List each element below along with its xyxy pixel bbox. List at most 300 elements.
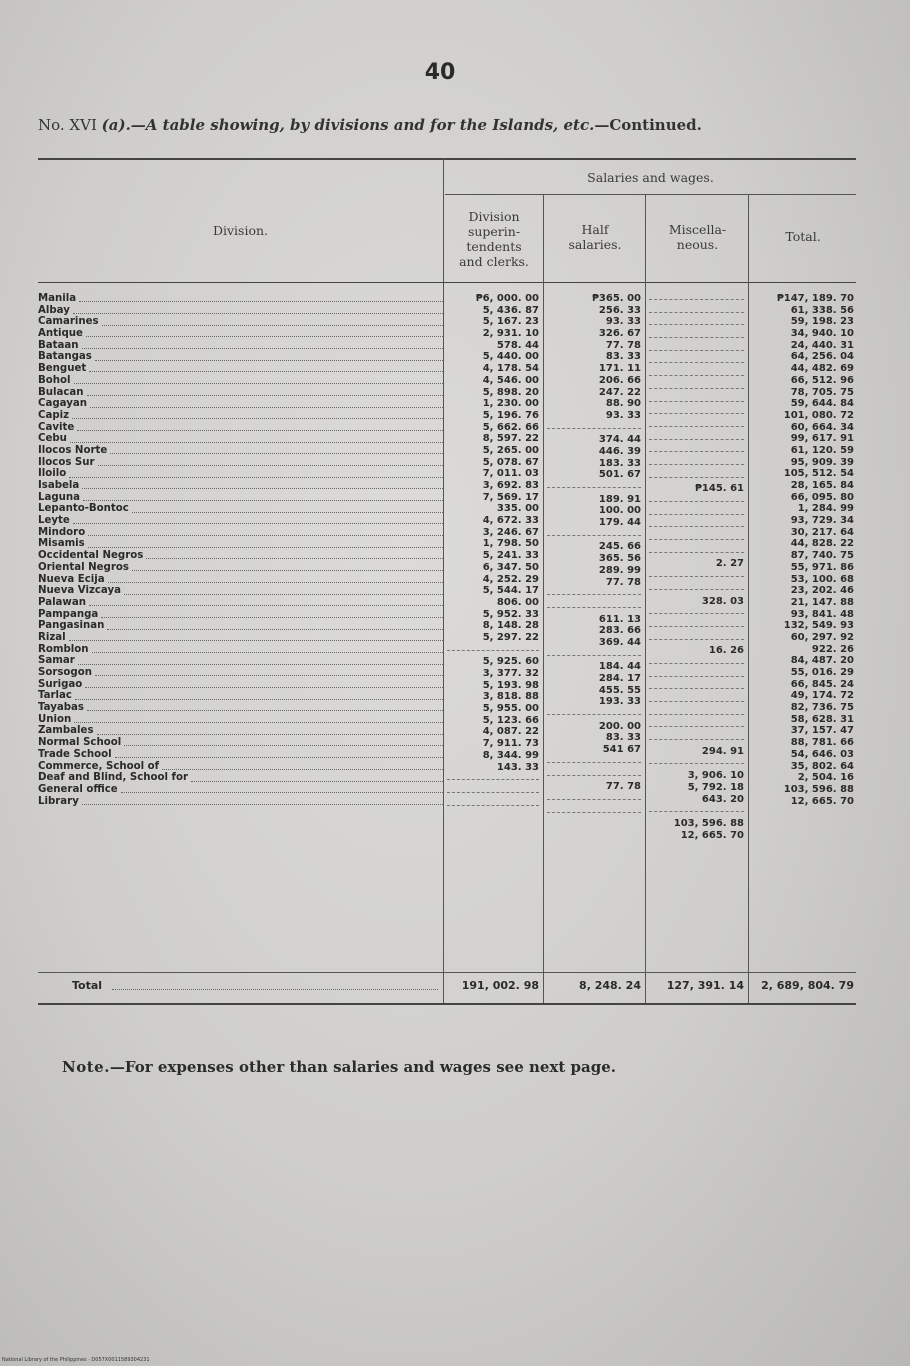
superintendents-cell: 5, 440. 00 [482,351,539,363]
total-cell: 23, 202. 46 [790,585,854,597]
division-name: Nueva Vizcaya [38,585,121,597]
leader-dots [86,336,443,337]
superintendents-cell: 7, 569. 17 [482,491,539,503]
total-column [752,293,854,807]
half-cell [547,529,641,536]
misc-cell [649,293,744,300]
superintendents-cell [447,786,539,793]
total-cell: 55, 016. 29 [790,667,854,678]
misc-cell: 328. 03 [701,595,744,607]
total-cell: 78, 705. 75 [790,386,854,398]
leader-dots [115,757,443,758]
leader-dots [102,325,443,326]
division-name: Palawan [38,596,86,608]
half-cell [547,708,641,715]
total-cell: 103, 596. 88 [783,783,854,795]
leader-dots [97,734,443,735]
division-row-label [38,761,443,773]
division-row-label [38,375,443,387]
half-cell: 365. 56 [598,553,641,565]
superintendents-cell: 8, 148. 28 [482,620,539,632]
half-cell: 200. 00 [598,720,641,732]
division-row-label [38,702,443,714]
division-name: Albay [38,304,70,316]
total-cell: 55, 971. 86 [790,561,854,573]
superintendents-cell: 3, 818. 88 [482,691,539,703]
leader-dots [72,418,443,419]
division-name: Cebu [38,433,67,445]
superintendents-cell: 143. 33 [496,761,539,773]
division-row-label [38,515,443,527]
division-name: Union [38,713,72,725]
division-name: Tayabas [38,702,84,714]
superintendents-cell: 578. 44 [496,339,539,351]
total-cell: 60, 664. 34 [790,421,854,433]
superintendents-cell: 5, 436. 87 [482,304,539,316]
leader-dots [79,301,443,302]
superintendents-cell: 335. 00 [496,503,539,515]
superintendents-cell: 5, 193. 98 [482,679,539,691]
division-row-label [38,796,443,808]
total-cell: 54, 646. 03 [790,748,854,760]
half-cell [547,806,641,813]
half-cell: 256. 33 [598,304,641,316]
division-row-label [38,305,443,317]
misc-cell [649,420,744,427]
leader-dots [82,804,443,805]
table-caption [38,116,868,134]
total-miscellaneous: 127, 391. 14 [666,979,744,992]
misc-cell [649,471,744,478]
half-cell: 283. 66 [598,625,641,637]
half-cell: 193. 33 [598,696,641,708]
total-cell: ₱147, 189. 70 [776,293,854,304]
division-name: Capiz [38,409,70,421]
division-row-label [38,351,443,363]
total-cell: 105, 512. 54 [783,468,854,480]
division-row-label [38,597,443,609]
misc-cell [649,757,744,764]
misc-cell [649,508,744,515]
superintendents-cell: 5, 123. 66 [482,714,539,726]
misc-cell: 2. 27 [715,558,744,570]
division-row-label [38,632,443,644]
leader-dots [107,629,443,630]
misc-cell [649,445,744,452]
division-row-label [38,363,443,375]
column-divider-3 [645,194,646,1003]
half-cell: 88. 90 [605,398,641,410]
division-row-label [38,574,443,586]
half-cell: 247. 22 [598,386,641,398]
misc-cell [649,356,744,363]
superintendents-cell [447,773,539,780]
division-row-label [38,550,443,562]
total-cell: 88, 781. 66 [790,737,854,749]
leader-dots [88,535,443,536]
division-name: Isabela [38,480,80,491]
leader-dots [83,500,443,501]
total-cell: 34, 940. 10 [790,328,854,340]
half-cell: 374. 44 [598,434,641,446]
total-cell: 64, 256. 04 [790,351,854,363]
total-superintendents: 191, 002. 98 [461,979,539,992]
half-cell: 289. 99 [598,564,641,576]
leader-dots [85,687,443,688]
division-row-label [38,457,443,469]
total-cell: 53, 100. 68 [790,573,854,585]
superintendents-cell: 5, 297. 22 [482,631,539,643]
division-row-label [38,784,443,796]
leader-dots [92,652,444,653]
superintendents-cell: 7, 911. 73 [482,738,539,750]
superintendents-cell: 5, 241. 33 [482,550,539,562]
division-row-label [38,585,443,597]
division-row-label [38,468,443,480]
total-cell: 59, 198. 23 [790,316,854,328]
total-cell: 93, 841. 48 [790,608,854,620]
division-row-label [38,340,443,352]
leader-dots [90,407,443,408]
table-top-rule [38,158,856,160]
misc-cell: 3, 906. 10 [687,770,744,782]
total-label: Total [72,979,103,992]
half-cell: 179. 44 [598,517,641,529]
half-cell: 100. 00 [598,505,641,517]
leader-dots [78,664,443,665]
total-cell: 59, 644. 84 [790,398,854,410]
total-cell: 61, 120. 59 [790,444,854,456]
misc-cell: 294. 91 [701,745,744,757]
division-name: Pampanga [38,608,99,620]
total-cell: 60, 297. 92 [790,631,854,643]
superintendents-column [447,293,539,811]
total-cell: 922. 26 [811,643,854,655]
leader-dots [89,371,443,372]
leader-dots [162,769,443,770]
leader-dots [146,558,443,559]
leader-dots [82,488,443,489]
division-name: Nueva Ecija [38,573,105,585]
superintendents-cell: 3, 377. 32 [482,668,539,679]
header-superintendents: Division superin- tendents and clerks. [459,209,529,269]
misc-cell [649,520,744,527]
superintendents-cell: 5, 662. 66 [482,421,539,433]
division-name: Laguna [38,491,81,503]
leader-dots [95,675,443,676]
column-divider-4 [748,194,749,1003]
misc-cell [649,708,744,715]
leader-dots [74,722,443,723]
half-cell [547,588,641,595]
half-cell: 541 67 [602,744,641,756]
superintendents-cell: 5, 925. 60 [482,656,539,668]
division-name: Zambales [38,725,94,737]
half-cell [547,793,641,800]
superintendents-cell: 5, 196. 76 [482,409,539,421]
superintendents-cell: 806. 00 [496,596,539,608]
superintendents-cell: 5, 898. 20 [482,386,539,398]
leader-dots [75,699,443,700]
division-row-label [38,503,443,515]
total-cell: 61, 338. 56 [790,304,854,316]
division-name: Commerce, School of [38,760,160,772]
half-cell: ₱365. 00 [591,293,641,304]
total-cell: 93, 729. 34 [790,515,854,527]
leader-dots [95,360,443,361]
total-cell: 21, 147. 88 [790,596,854,608]
division-row-label [38,644,443,656]
division-row-label [38,562,443,574]
division-name: Batangas [38,351,92,363]
misc-cell [649,533,744,540]
table-bottom-rule [38,1003,856,1005]
misc-cell [649,344,744,351]
total-cell: 1, 284. 99 [797,503,854,515]
division-row-label [38,480,443,492]
total-cell: 95, 909. 39 [790,456,854,468]
division-row-label [38,749,443,761]
misc-cell [649,682,744,689]
division-name: Cavite [38,421,75,433]
division-row-label [38,655,443,667]
half-cell: 77. 78 [605,781,641,793]
half-salaries-column [547,293,641,818]
division-row-label [38,387,443,399]
column-divider-1 [443,158,444,1003]
leader-dots [108,582,443,583]
leader-dots [101,617,443,618]
division-name: Bulacan [38,386,84,398]
misc-cell: ₱145. 61 [694,483,744,495]
division-row-label [38,667,443,679]
total-dots [112,975,438,997]
superintendents-cell: 2, 931. 10 [482,328,539,340]
leader-dots [87,395,443,396]
total-cell: 44, 482. 69 [790,363,854,375]
footer-credit: National Library of the Philippines · D057X0011589304231 [2,1357,150,1363]
group-header-rule [445,194,856,195]
division-name: Benguet [38,363,87,375]
leader-dots [74,383,443,384]
half-cell [547,649,641,656]
superintendents-cell: 5, 952. 33 [482,608,539,620]
total-cell: 101, 080. 72 [783,409,854,421]
misc-cell [649,382,744,389]
total-cell: 28, 165. 84 [790,480,854,491]
misc-cell [649,733,744,740]
caption-part: (a). [101,116,131,134]
misc-cell [649,657,744,664]
half-cell: 206. 66 [598,374,641,386]
total-half-salaries: 8, 248. 24 [579,979,641,992]
superintendents-cell: 4, 252. 29 [482,573,539,585]
superintendents-cell: 8, 597. 22 [482,433,539,445]
misc-cell: 16. 26 [708,645,744,657]
total-cell: 24, 440. 31 [790,339,854,351]
header-miscellaneous: Miscella- neous. [668,222,727,252]
division-name: General office [38,783,118,795]
leader-dots [132,512,443,513]
division-name: Misamis [38,538,85,550]
misc-cell: 103, 596. 88 [673,817,744,829]
superintendents-cell: 5, 265. 00 [482,444,539,456]
note-text: —For expenses other than salaries and wages see next page. [109,1058,616,1076]
division-name: Deaf and Blind, School for [38,772,189,784]
total-top-rule [38,972,856,973]
half-cell: 189. 91 [598,493,641,505]
superintendents-cell: 1, 798. 50 [482,538,539,550]
half-cell: 446. 39 [598,445,641,457]
misc-cell [649,583,744,590]
division-name: Occidental Negros [38,550,144,562]
division-name: Ilocos Norte [38,444,108,456]
division-row-label [38,690,443,702]
superintendents-cell: 6, 347. 50 [482,561,539,573]
half-cell: 183. 33 [598,457,641,469]
division-row-label [38,538,443,550]
header-total: Total. [785,229,821,244]
division-row-label [38,316,443,328]
half-cell: 83. 33 [605,351,641,363]
division-name: Sorsogon [38,667,92,678]
division-row-label [38,422,443,434]
superintendents-cell: 5, 544. 17 [482,585,539,597]
division-row-label [38,725,443,737]
misc-cell [649,369,744,376]
division-row-label [38,398,443,410]
division-name: Oriental Negros [38,561,129,573]
superintendents-cell [447,644,539,651]
division-name: Samar [38,655,75,667]
misc-cell [649,433,744,440]
division-name: Bohol [38,374,71,386]
misc-cell [649,395,744,402]
total-cell: 58, 628. 31 [790,713,854,725]
half-cell: 611. 13 [598,613,641,625]
misc-cell: 643. 20 [701,793,744,805]
misc-cell [649,407,744,414]
misc-cell [649,331,744,338]
leader-dots [98,465,443,466]
half-cell: 501. 67 [598,469,641,481]
division-row-label [38,679,443,691]
division-row-label [38,328,443,340]
division-name: Leyte [38,515,70,527]
total-cell: 82, 736. 75 [790,702,854,714]
leader-dots [121,792,443,793]
header-bottom-rule [38,282,856,283]
superintendents-cell: 3, 246. 67 [482,526,539,538]
header-division: Division. [212,223,269,238]
leader-dots [124,594,443,595]
total-grand: 2, 689, 804. 79 [761,979,854,992]
division-name: Library [38,795,79,807]
division-name: Lepanto-Bontoc [38,503,129,515]
superintendents-cell: 4, 672. 33 [482,515,539,527]
misc-cell [649,318,744,325]
total-cell: 30, 217. 64 [790,526,854,538]
caption-continued: —Continued. [594,116,702,134]
division-name: Manila [38,293,77,304]
half-cell [547,601,641,608]
half-cell: 77. 78 [605,576,641,588]
total-cell: 84, 487. 20 [790,655,854,667]
leader-dots [88,547,443,548]
total-cell: 99, 617. 91 [790,433,854,445]
half-cell [547,481,641,488]
total-cell: 12, 665. 70 [790,795,854,807]
leader-dots [82,348,443,349]
superintendents-cell: 4, 178. 54 [482,363,539,375]
leader-dots [69,640,443,641]
miscellaneous-column [649,293,744,841]
half-cell: 326. 67 [598,328,641,340]
column-divider-2 [543,194,544,1003]
half-cell: 83. 33 [605,732,641,744]
header-salaries-group: Salaries and wages. [587,170,714,185]
division-name: Normal School [38,737,122,749]
division-row-label [38,609,443,621]
division-name: Surigao [38,678,83,690]
superintendents-cell: 5, 078. 67 [482,456,539,468]
caption-title: —A table showing, by divisions and for the Islands, etc. [130,116,595,134]
division-name: Camarines [38,316,99,328]
total-cell: 49, 174. 72 [790,690,854,702]
half-cell: 93. 33 [605,316,641,328]
division-row-label [38,714,443,726]
table-note [62,1058,616,1076]
misc-cell [649,607,744,614]
half-cell: 245. 66 [598,541,641,553]
half-cell: 284. 17 [598,673,641,684]
superintendents-cell [447,799,539,806]
division-name: Antique [38,328,83,340]
leader-dots [87,710,443,711]
caption-number: No. XVI [38,116,97,134]
superintendents-cell: 4, 546. 00 [482,374,539,386]
half-cell: 93. 33 [605,409,641,421]
division-row-label [38,772,443,784]
misc-cell: 12, 665. 70 [680,829,744,841]
superintendents-cell: 8, 344. 99 [482,749,539,761]
misc-cell: 5, 792. 18 [687,781,744,793]
division-names [38,293,443,807]
division-row-label [38,410,443,422]
division-name: Cagayan [38,398,87,410]
half-cell: 369. 44 [598,636,641,648]
misc-cell [649,458,744,465]
half-cell [547,422,641,429]
superintendents-cell: 5, 167. 23 [482,316,539,328]
division-name: Tarlac [38,690,72,702]
division-row-label [38,527,443,539]
half-cell [547,769,641,776]
misc-cell [649,620,744,627]
misc-cell [649,720,744,727]
misc-cell [649,670,744,677]
leader-dots [73,523,443,524]
division-row-label [38,445,443,457]
leader-dots [70,442,443,443]
leader-dots [73,313,443,314]
superintendents-cell: 3, 692. 83 [482,480,539,491]
division-name: Romblon [38,643,89,655]
superintendents-cell: 1, 230. 00 [482,398,539,410]
leader-dots [132,570,443,571]
half-cell: 171. 11 [598,363,641,375]
total-cell: 66, 512. 96 [790,374,854,386]
